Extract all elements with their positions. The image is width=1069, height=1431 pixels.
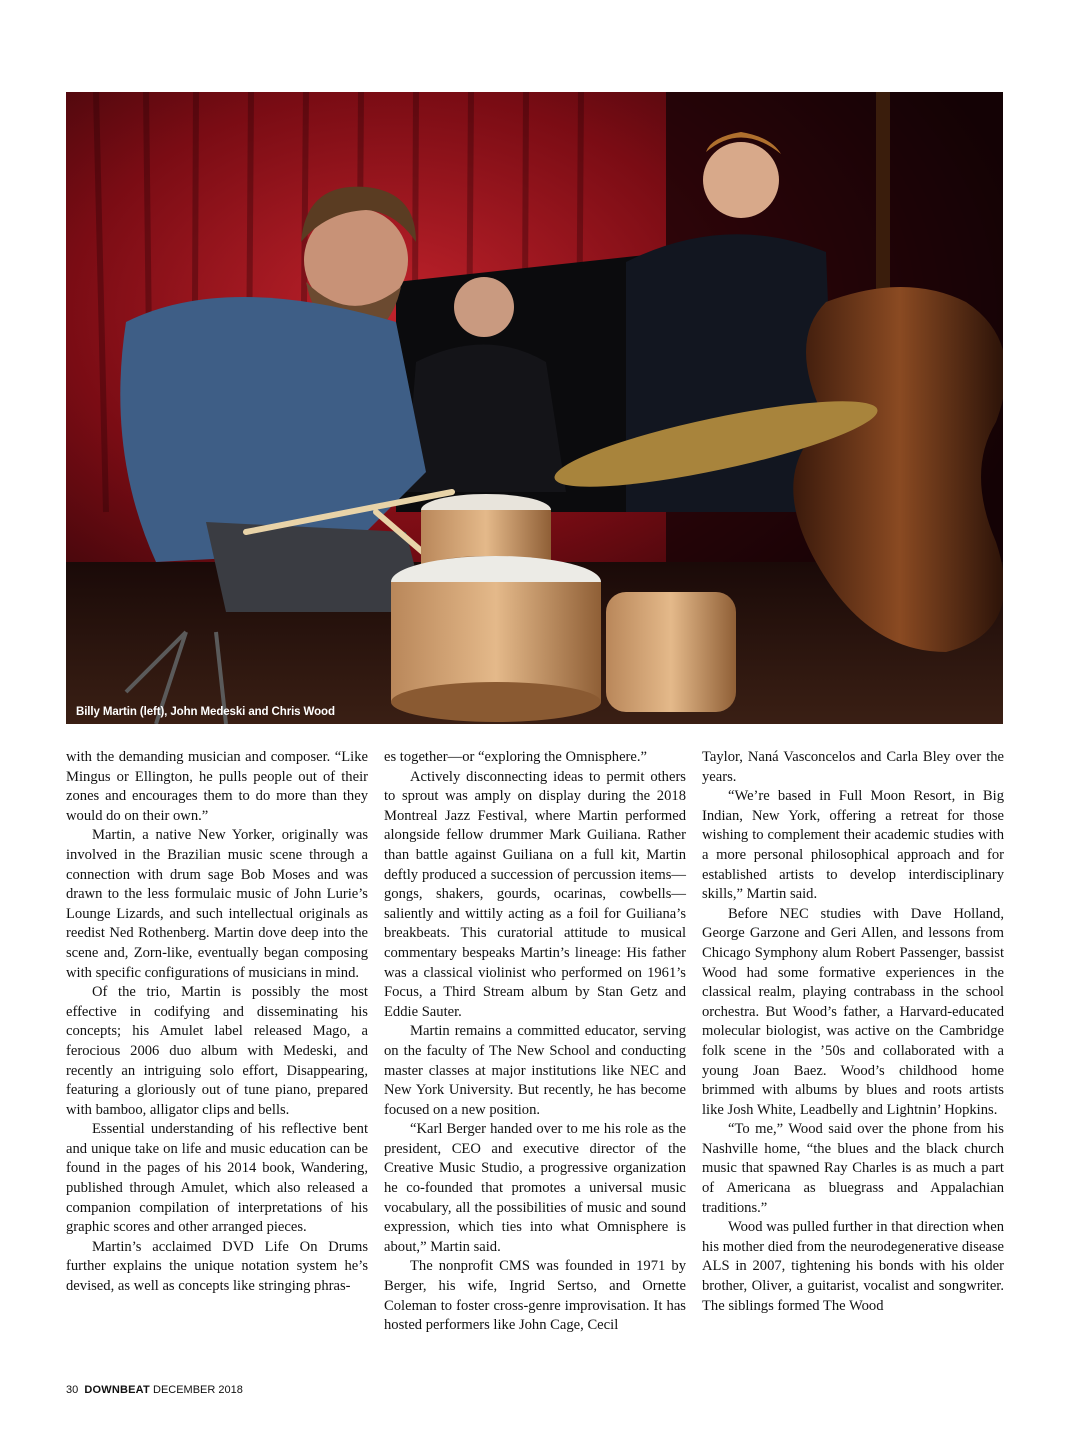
page-number: 30 — [66, 1384, 79, 1396]
magazine-name: DOWNBEAT — [84, 1384, 150, 1396]
body-paragraph: Of the trio, Martin is possibly the most effective in codifying and disseminating his concepts; his Amulet label released Mago, a ferocious 2006 duo album with Medeski, and recently an intriguing solo effort, Disappearing, featuring a gloriously out of tune piano, prepared with bamboo, alligator clips and bells. — [66, 984, 368, 1118]
body-paragraph: Wood was pulled further in that direction when his mother died from the neurodegenerative disease ALS in 2007, tightening his bonds with his older brother, Oliver, a guitarist, vocalist and songwriter. The siblings formed The Wood — [702, 1219, 1004, 1314]
body-paragraph: Taylor, Naná Vasconcelos and Carla Bley over the years. — [702, 749, 1004, 785]
photo-caption: Billy Martin (left), John Medeski and Chris Wood — [76, 706, 335, 718]
body-paragraph: “Karl Berger handed over to me his role as the president, CEO and executive director of the Creative Music Studio, a progressive organization he co-founded that promotes a universal music vocabulary, all the possibilities of music and sound expression, which ties into what Omnisphere is about,” Martin said. — [384, 1121, 686, 1255]
body-paragraph: Martin remains a committed educator, serving on the faculty of The New School and conducting master classes at major institutions like NEC and New York University. But recently, he has become focused on a new position. — [384, 1023, 686, 1118]
body-paragraph: Martin’s acclaimed DVD Life On Drums further explains the unique notation system he’s devised, as well as concepts like stringing phras- — [66, 1238, 368, 1295]
page-folio — [66, 1384, 243, 1396]
body-paragraph: Before NEC studies with Dave Holland, George Garzone and Geri Allen, and lessons from Chicago Symphony alum Robert Passenger, bassist Wood had some formative experiences in the classical realm, playing contrabass in the school orchestra. But Wood’s father, a Harvard-educated molecular biologist, was active on the Cambridge folk scene in the ’50s and collaborated with a young Joan Baez. Wood’s childhood home brimmed with albums by blues and roots artists like Josh White, Leadbelly and Lightnin’ Hopkins. — [702, 905, 1004, 1118]
body-paragraph: Essential understanding of his reflective bent and unique take on life and music education can be found in the pages of his 2014 book, Wandering, published through Amulet, which also released a companion compilation of interpretations of his graphic scores and other arranged pieces. — [66, 1121, 368, 1236]
body-paragraph: es together—or “exploring the Omnisphere.” — [384, 749, 648, 765]
body-paragraph: “To me,” Wood said over the phone from his Nashville home, “the blues and the black church music that spawned Ray Charles is as much a part of Americana as bluegrass and Appalachian traditions.” — [702, 1121, 1004, 1216]
text-column-1 — [66, 748, 368, 1297]
body-paragraph: with the demanding musician and composer. “Like Mingus or Ellington, he pulls people out of their zones and encourages them to do more than they would do on their own.” — [66, 749, 368, 824]
text-column-2 — [384, 748, 686, 1336]
text-column-3 — [702, 748, 1004, 1316]
body-paragraph: “We’re based in Full Moon Resort, in Big Indian, New York, offering a retreat for those wishing to complement their academic studies with a more personal philosophical approach and for established artists to develop interdisciplinary skills,” Martin said. — [702, 788, 1004, 903]
body-paragraph: Actively disconnecting ideas to permit others to sprout was amply on display during the 2018 Montreal Jazz Festival, where Martin performed alongside fellow drummer Mark Guiliana. Rather than battle against Guiliana on a full kit, Martin deftly produced a succession of percussion items—gongs, shakers, gourds, ocarinas, cowbells—saliently and wittily acting as a foil for Guiliana’s breakbeats. This curatorial attitude to musical commentary bespeaks Martin’s lineage: His father was a classical violinist who performed on 1961’s Focus, a Third Stream album by Stan Getz and Eddie Sauter. — [384, 768, 686, 1020]
band-photo-illustration — [66, 92, 1003, 724]
body-paragraph: Martin, a native New Yorker, originally was involved in the Brazilian music scene through a connection with drum sage Bob Moses and was drawn to the less formulaic music of John Lurie’s Lounge Lizards, and such intellectual originals as reedist Ned Rothenberg. Martin dove deep into the scene and, Zorn-like, eventually began composing with specific configurations of musicians in mind. — [66, 827, 368, 981]
feature-photo — [66, 92, 1003, 724]
issue-date: DECEMBER 2018 — [153, 1384, 243, 1396]
body-paragraph: The nonprofit CMS was founded in 1971 by Berger, his wife, Ingrid Sertso, and Ornette Coleman to foster cross-genre improvisation. It has hosted performers like John Cage, Cecil — [384, 1258, 686, 1334]
